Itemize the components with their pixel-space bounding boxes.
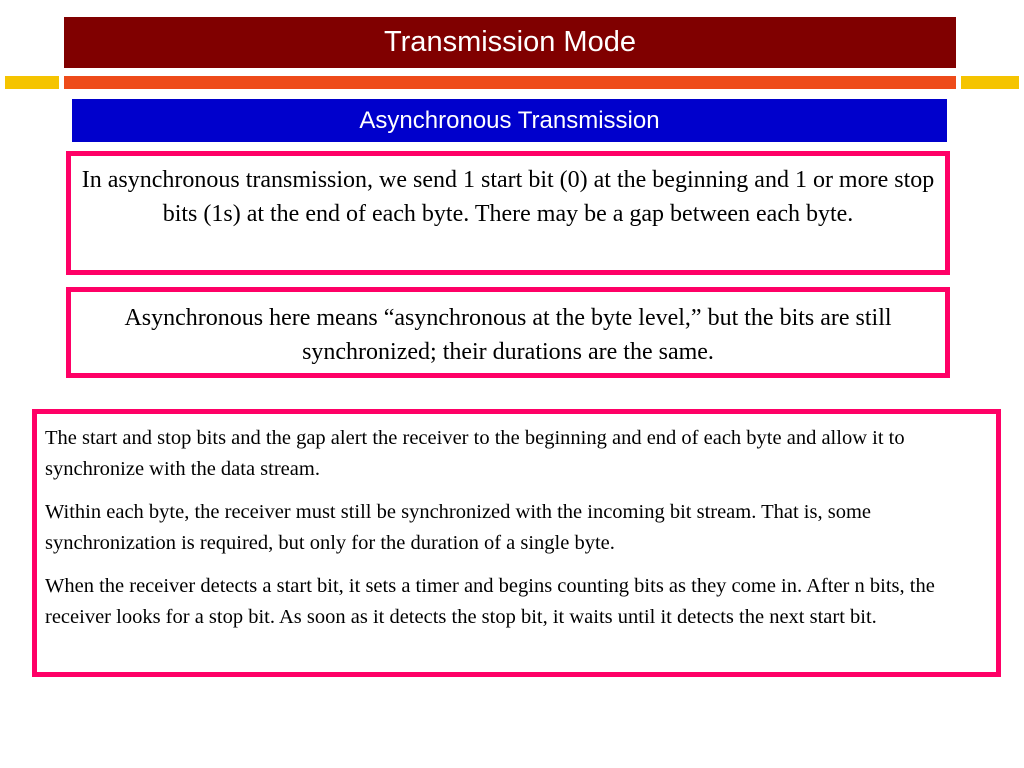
- slide-subtitle-text: Asynchronous Transmission: [359, 106, 660, 134]
- meaning-text: Asynchronous here means “asynchronous at the byte level,” but the bits are still synchronized; their durations are the same.: [124, 305, 892, 365]
- details-paragraph-1: The start and stop bits and the gap alert the receiver to the beginning and end of each byte and allow it to synchronize with the data stream.: [45, 427, 905, 480]
- details-paragraph-3: When the receiver detects a start bit, it sets a timer and begins counting bits as they come in. After n bits, the receiver looks for a stop bit. As soon as it detects the stop bit, it waits until it detects the next start bit.: [45, 575, 935, 628]
- accent-bar-left: [5, 76, 59, 89]
- details-box: [32, 409, 1001, 677]
- definition-box: [66, 151, 950, 275]
- accent-bar-right: [961, 76, 1019, 89]
- meaning-box: [66, 287, 950, 378]
- accent-bar-center: [64, 76, 956, 89]
- slide-subtitle: [72, 99, 947, 142]
- definition-text: In asynchronous transmission, we send 1 start bit (0) at the beginning and 1 or more stop bits (1s) at the end of each byte. There may be a gap between each byte.: [81, 167, 935, 227]
- details-paragraph-2: Within each byte, the receiver must still be synchronized with the incoming bit stream. That is, some synchronization is required, but only for the duration of a single byte.: [45, 501, 871, 554]
- slide-title: [64, 17, 956, 68]
- slide-title-text: Transmission Mode: [384, 26, 636, 58]
